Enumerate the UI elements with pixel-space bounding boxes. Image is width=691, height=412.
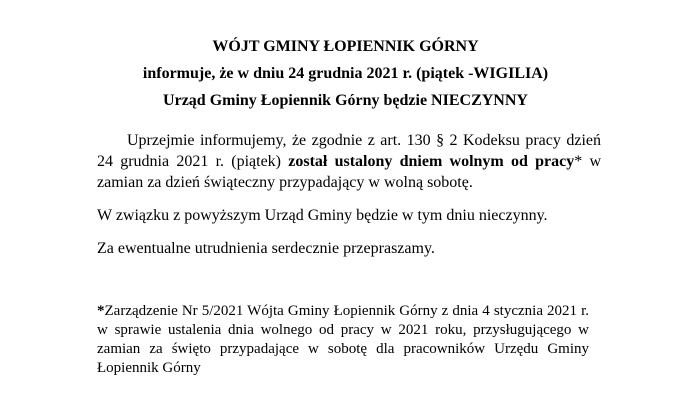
paragraph-legal-basis-bold: został ustalony dniem wolnym od pracy	[288, 153, 575, 170]
paragraph-legal-basis	[97, 130, 601, 193]
footnote-mark: *	[97, 303, 105, 319]
office-closed-line: Urząd Gminy Łopiennik Górny będzie NIECZYNNY	[163, 92, 528, 109]
paragraph-office-closed: W związku z powyższym Urząd Gminy będzie w tym dniu nieczynny.	[97, 207, 548, 224]
footnote-text: Zarządzenie Nr 5/2021 Wójta Gminy Łopiennik Górny z dnia 4 stycznia 2021 r. w sprawie ustalenia dnia wolnego od pracy w 2021 roku, przysługującego w zamian za święto przypadające w sobotę dla pracowników Urzędu Gminy Łopiennik Górny	[97, 303, 589, 376]
announcement-date-line: informuje, że w dniu 24 grudnia 2021 r. (piątek -WIGILIA)	[142, 65, 549, 82]
document-title: WÓJT GMINY ŁOPIENNIK GÓRNY	[212, 38, 479, 55]
paragraph-apology: Za ewentualne utrudnienia serdecznie przepraszamy.	[97, 240, 435, 257]
paragraph-legal-basis-start: Uprzejmie informujemy, że zgodnie z art. 130 § 2 Kodeksu pracy dzień 24 grudnia 2021 r. (piątek)	[97, 132, 601, 170]
paragraph-legal-basis-end: * w zamian za dzień świąteczny przypadający w wolną sobotę.	[97, 153, 602, 191]
footnote	[97, 302, 589, 378]
